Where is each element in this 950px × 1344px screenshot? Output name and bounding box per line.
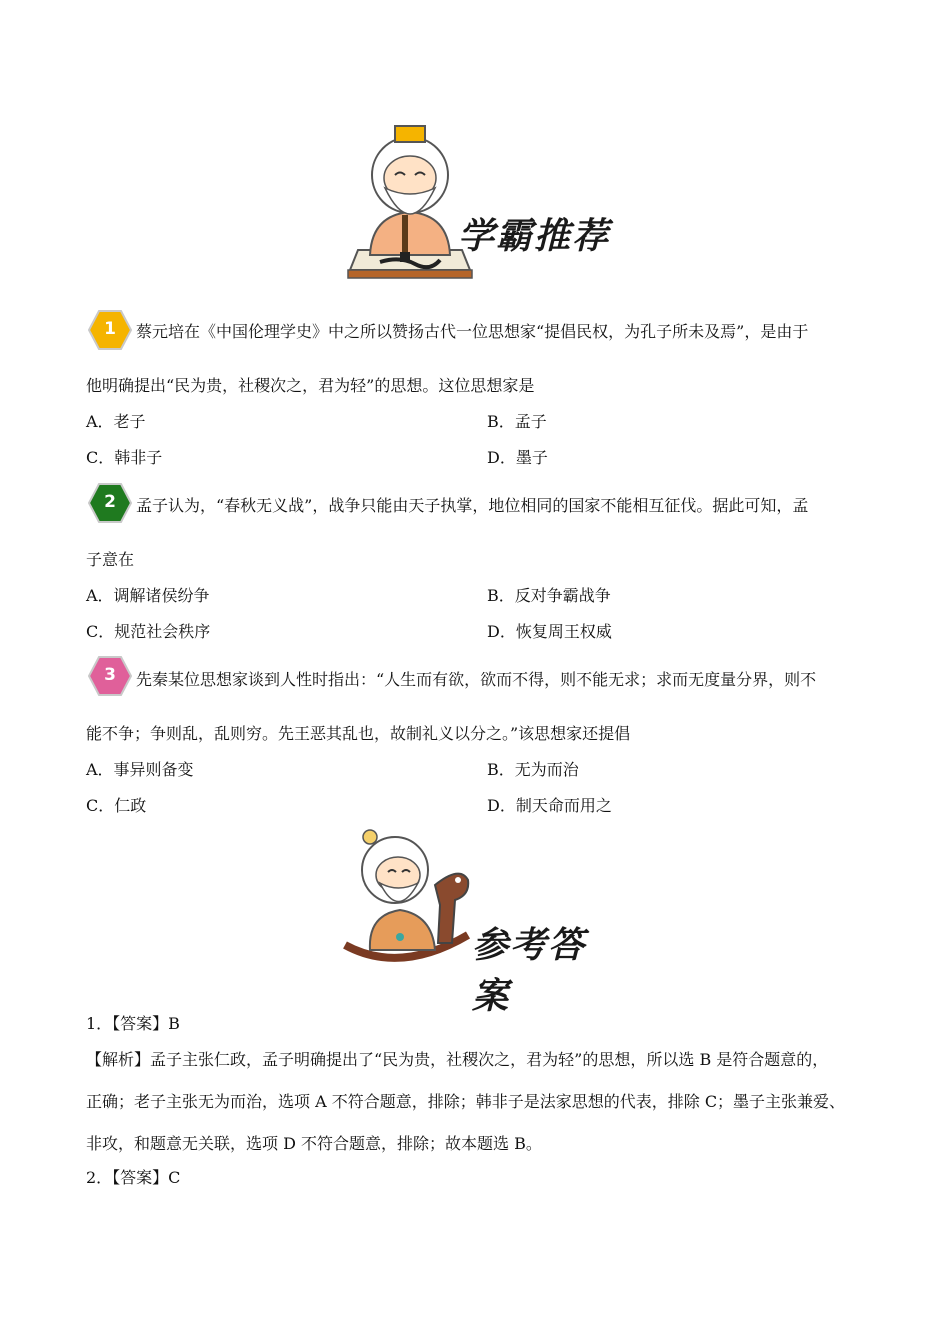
answer-1-explanation-line2: 正确；老子主张无为而治，选项 A 不符合题意，排除；韩非子是法家思想的代表，排除 C；墨子主张兼爱、: [86, 1092, 846, 1111]
sage-writing-illustration: [340, 120, 500, 290]
banner-recommend: [340, 120, 620, 290]
question-3-option-c[interactable]: C．仁政: [86, 796, 147, 815]
question-2-option-b[interactable]: B．反对争霸战争: [487, 586, 611, 605]
question-2-text-line2: 子意在: [86, 550, 135, 569]
answer-1-key: 1．【答案】B: [86, 1014, 180, 1033]
question-2-number: 2: [104, 492, 116, 512]
banner-title-answers: 参考答案: [472, 925, 587, 1017]
question-1-number: 1: [104, 319, 116, 339]
question-1-text-line1: 蔡元培在《中国伦理学史》中之所以赞扬古代一位思想家“提倡民权，为孔子所未及焉”，是由于: [136, 322, 809, 341]
banner-answers: [340, 825, 620, 1017]
question-2-option-a[interactable]: A．调解诸侯纷争: [86, 586, 210, 605]
question-1-option-d[interactable]: D．墨子: [487, 448, 548, 467]
answer-1-explanation-line1: 【解析】孟子主张仁政，孟子明确提出了“民为贵，社稷次之，君为轻”的思想，所以选 B 是符合题意的，: [86, 1050, 829, 1069]
answer-1-explanation-line3: 非攻，和题意无关联，选项 D 不符合题意，排除；故本题选 B。: [86, 1134, 542, 1153]
question-3-number: 3: [104, 665, 116, 685]
question-2-option-d[interactable]: D．恢复周王权威: [487, 622, 612, 641]
banner-title-recommend: 学霸推荐: [458, 216, 611, 257]
sage-rocking-horse-illustration: [340, 825, 480, 975]
question-3-option-d[interactable]: D．制天命而用之: [487, 796, 612, 815]
question-1-option-a[interactable]: A．老子: [86, 412, 146, 431]
question-1-option-c[interactable]: C．韩非子: [86, 448, 163, 467]
question-1-text-line2: 他明确提出“民为贵，社稷次之，君为轻”的思想。这位思想家是: [86, 376, 535, 395]
question-1-option-b[interactable]: B．孟子: [487, 412, 547, 431]
question-3-text-line2: 能不争；争则乱，乱则穷。先王恶其乱也，故制礼义以分之。”该思想家还提倡: [86, 724, 631, 743]
question-3-option-b[interactable]: B．无为而治: [487, 760, 579, 779]
question-3-text-line1: 先秦某位思想家谈到人性时指出：“人生而有欲，欲而不得，则不能无求；求而无度量分界，则不: [136, 670, 817, 689]
question-2-text-line1: 孟子认为，“春秋无义战”，战争只能由天子执掌，地位相同的国家不能相互征伐。据此可知，孟: [136, 496, 809, 515]
question-3-option-a[interactable]: A．事异则备变: [86, 760, 194, 779]
question-2-option-c[interactable]: C．规范社会秩序: [86, 622, 211, 641]
answer-2-key: 2．【答案】C: [86, 1168, 181, 1187]
